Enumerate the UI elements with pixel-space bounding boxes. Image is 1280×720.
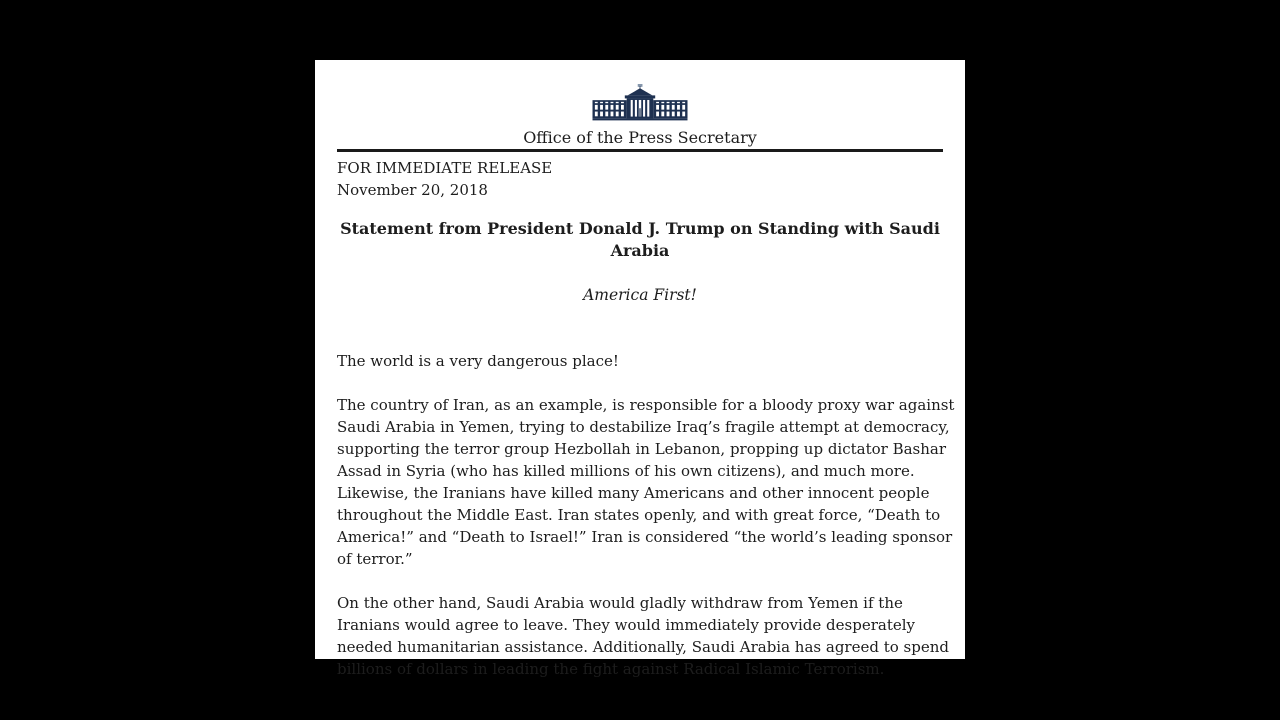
- statement-title: Statement from President Donald J. Trump on Standing with Saudi Arabia: [340, 219, 940, 260]
- release-block: [337, 157, 943, 201]
- paragraph-3: [337, 592, 949, 680]
- header-divider: [337, 149, 943, 152]
- paragraph-line: supporting the terror group Hezbollah in Lebanon, propping up dictator Bashar: [337, 440, 947, 458]
- paragraph-line: The country of Iran, as an example, is responsible for a bloody proxy war against: [337, 396, 955, 414]
- paragraph-line: of terror.”: [337, 550, 413, 568]
- page-content: [315, 84, 965, 680]
- paragraph-2: [337, 394, 955, 570]
- paragraph-line: On the other hand, Saudi Arabia would gladly withdraw from Yemen if the: [337, 594, 903, 612]
- paragraph-line: needed humanitarian assistance. Additionally, Saudi Arabia has agreed to spend: [337, 638, 949, 656]
- paragraph-line: Saudi Arabia in Yemen, trying to destabilize Iraq’s fragile attempt at democracy,: [337, 418, 950, 436]
- paragraph-line: The world is a very dangerous place!: [337, 352, 619, 370]
- paragraph-line: billions of dollars in leading the fight against Radical Islamic Terrorism.: [337, 660, 885, 678]
- paragraph-line: Iranians would agree to leave. They would immediately provide desperately: [337, 616, 915, 634]
- paragraph-line: America!” and “Death to Israel!” Iran is considered “the world’s leading sponsor: [337, 528, 953, 546]
- for-immediate-release-label: FOR IMMEDIATE RELEASE: [337, 159, 553, 177]
- paragraph-line: Likewise, the Iranians have killed many Americans and other innocent people: [337, 484, 930, 502]
- press-release-page: [315, 60, 965, 678]
- white-house-icon: [590, 84, 690, 122]
- paragraph-line: Assad in Syria (who has killed millions of his own citizens), and much more.: [337, 462, 915, 480]
- statement-subtitle: America First!: [583, 286, 697, 304]
- paragraph-line: throughout the Middle East. Iran states openly, and with great force, “Death to: [337, 506, 941, 524]
- office-of-press-secretary-line: Office of the Press Secretary: [523, 128, 757, 147]
- release-date: November 20, 2018: [337, 181, 488, 199]
- paragraph-1: [337, 350, 943, 372]
